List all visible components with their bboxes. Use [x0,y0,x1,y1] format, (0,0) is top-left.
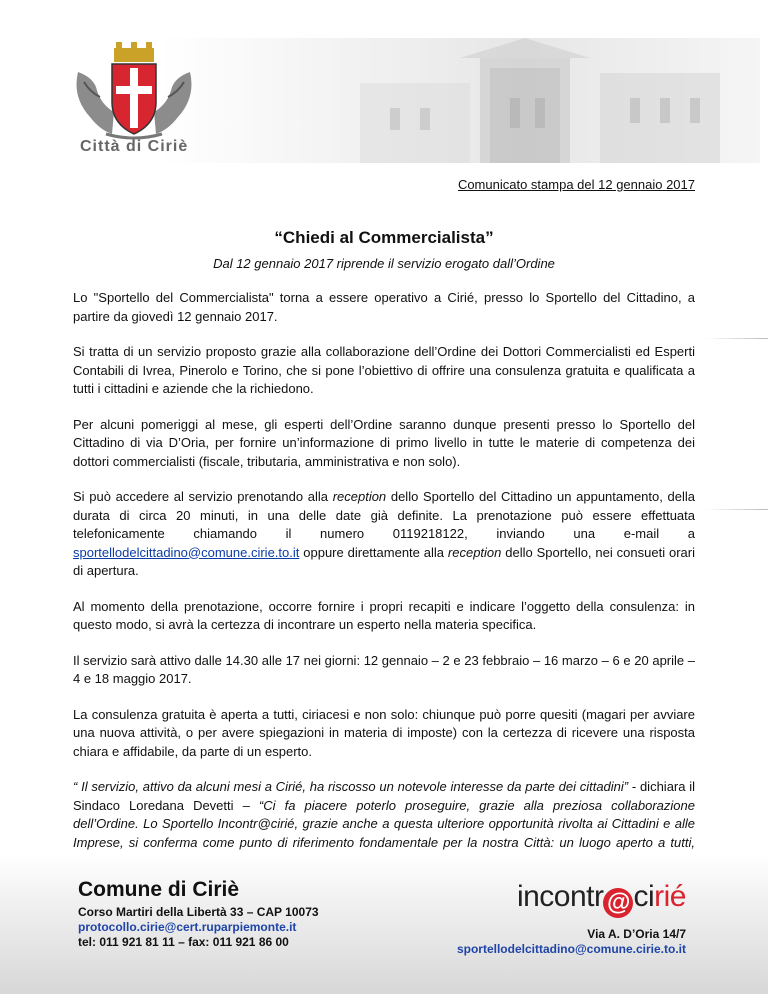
text: “Ci fa piacere poterlo proseguire, grazie alla preziosa collaborazione dell’Ordine. Lo Sportello Incontr@cirié, grazie anche a questa ulteriore opportunità rivolta ai Cittadini e alle Imprese, si conferma come punto di riferimento fondamentale per la nostra Città: un luogo aperto a tutti, [73,797,695,850]
footer-contacts [78,878,319,950]
text: Si può accedere al servizio prenotando alla [73,489,333,504]
paragraph: Si tratta di un servizio proposto grazie alla collaborazione dell’Ordine dei Dottori Commercialisti ed Esperti Contabili di Ivrea, Pinerolo e Torino, che si pone l’obiettivo di offrire una consulenza gratuita e qualificata a tutti i cittadini e aziende che la richiedono. [73,344,695,396]
letterhead [0,0,768,165]
text: oppure direttamente alla [299,544,448,560]
footer-phones: tel: 011 921 81 11 – fax: 011 921 86 00 [78,935,289,949]
email-link[interactable]: sportellodelcittadino@comune.cirie.to.it [73,544,300,560]
text: “ Il servizio, attivo da alcuni mesi a Cirié, ha riscosso un notevole interesse da parte dei cittadini” [73,779,632,794]
article-title: “Chiedi al Commercialista” [274,228,494,247]
office-email[interactable]: sportellodelcittadino@comune.cirie.to.it [456,942,686,956]
logo-text: incontr [516,880,604,913]
decorative-line [705,338,768,339]
paragraph-booking [73,488,695,581]
footer-office [457,880,686,957]
press-release-date: Comunicato stampa del 12 gennaio 2017 [457,177,695,192]
city-crest-icon [70,42,198,144]
at-icon: @ [603,888,633,918]
logo-text: ci [633,880,655,913]
footer-org: Comune di Ciriè [78,878,240,901]
office-address: Via A. D’Oria 14/7 [587,927,686,941]
paragraph: Il servizio sarà attivo dalle 14.30 alle 17 nei giorni: 12 gennaio – 2 e 23 febbraio – 16 marzo – 6 e 20 aprile – 4 e 18 maggio 2017. [73,652,695,686]
paragraph: La consulenza gratuita è aperta a tutti, ciriacesi e non solo: chiunque può porre quesiti (magari per avviare una nuova attività, o per avere spiegazioni in materia di imposte) con la certezza di ricevere una risposta chiara e affidabile, da parte di un esperto. [73,706,695,759]
text: - dichiara il Sindaco Loredana Devetti – [73,779,696,813]
paragraph: Lo "Sportello del Commercialista" torna a essere operativo a Cirié, presso lo Sportello del Cittadino, a partire da giovedì 12 gennaio 2017. [73,290,695,324]
footer-address: Corso Martiri della Libertà 33 – CAP 10073 [78,905,319,919]
paragraph: Per alcuni pomeriggi al mese, gli esperti dell’Ordine saranno dunque presenti presso lo Sportello del Cittadino di via D’Oria, per fornire un’informazione di primo livello in tutte le materie di competenza dei dottori commercialisti (fiscale, tributaria, amministrativa e non solo). [73,416,695,469]
footer-pec[interactable]: protocollo.cirie@cert.ruparpiemonte.it [78,920,297,934]
footer [0,855,768,994]
article-body [73,228,695,888]
text: dello Sportello del Cittadino un appuntamento, della durata di circa 20 minuti, in una delle date già definite. La prenotazione può essere effettuata telefonicamente chiamando il numero 0119218122, inviando una e-mail a [73,489,696,541]
logo-text: rié [654,880,686,913]
incontracirie-logo [457,880,686,918]
paragraph: Al momento della prenotazione, occorre fornire i propri recapiti e indicare l’oggetto della consulenza: in questo modo, si avrà la certezza di incontrare un esperto nella materia specifica. [73,598,695,632]
building-photo [160,38,760,163]
decorative-line [705,509,768,510]
text: dello Sportello, nei consueti orari di apertura. [73,544,695,578]
article-subtitle: Dal 12 gennaio 2017 riprende il servizio erogato dall’Ordine [213,256,555,271]
city-name: Città di Ciriè [80,138,189,155]
text: reception [332,489,387,504]
text: reception [447,544,502,560]
